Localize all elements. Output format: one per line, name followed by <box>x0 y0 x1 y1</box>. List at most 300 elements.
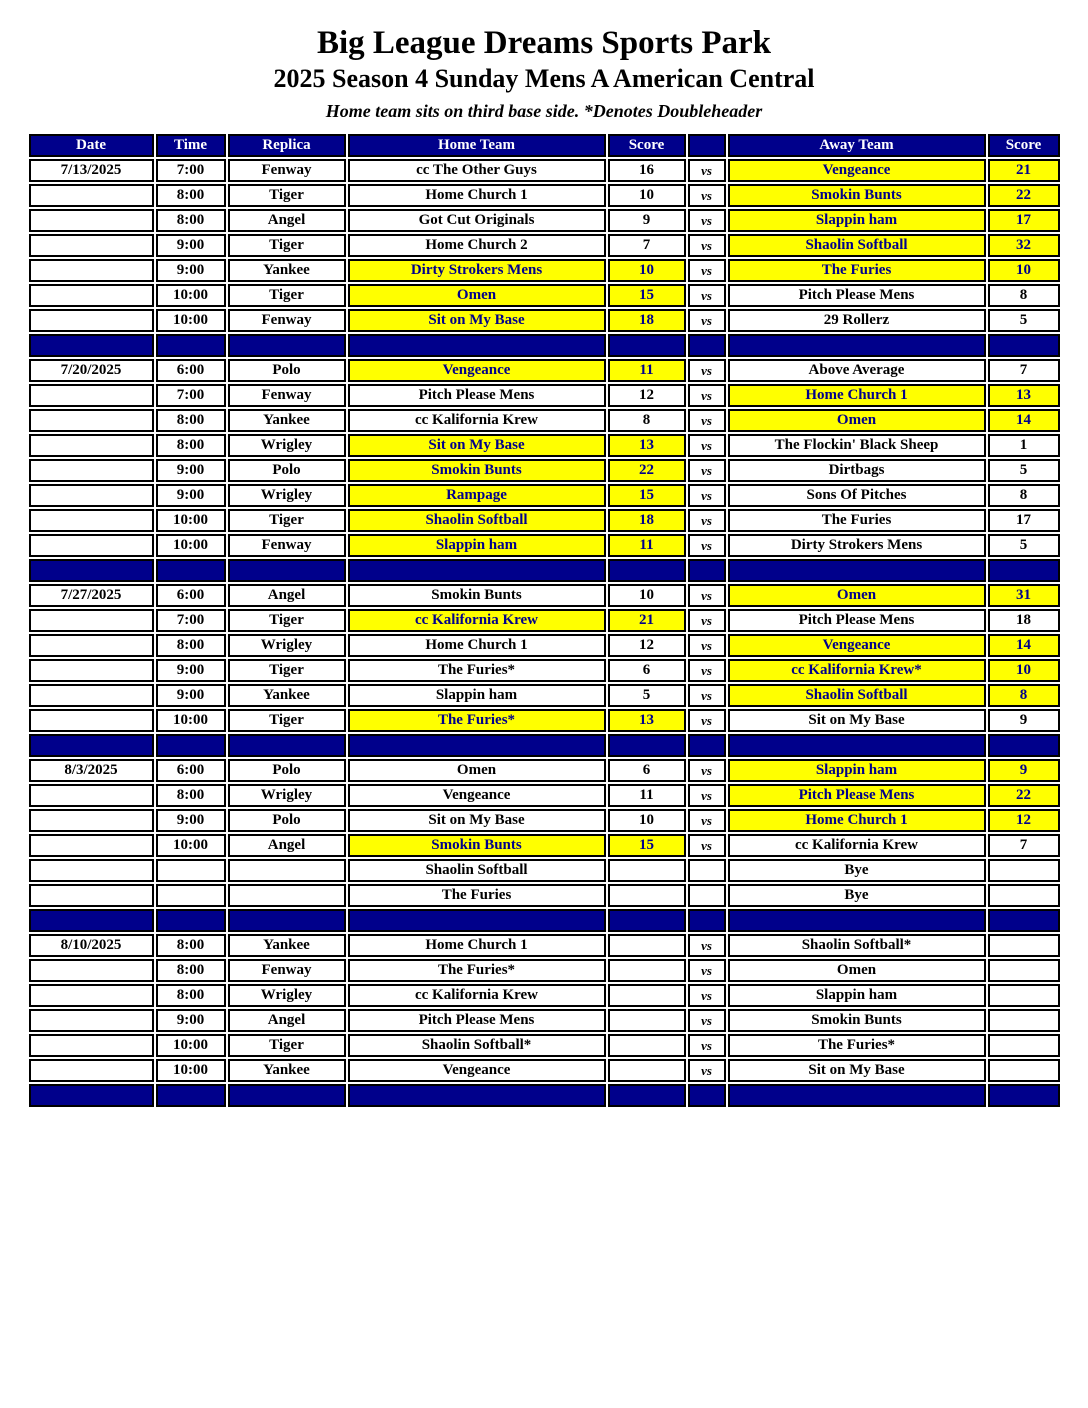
time-cell: 6:00 <box>156 584 226 607</box>
time-cell <box>156 859 226 882</box>
date-cell <box>29 784 154 807</box>
separator-row <box>29 909 1060 932</box>
date-cell <box>29 1034 154 1057</box>
date-cell <box>29 634 154 657</box>
away-team-cell: Sit on My Base <box>728 1059 986 1082</box>
separator-cell <box>728 909 986 932</box>
time-cell: 10:00 <box>156 509 226 532</box>
date-cell <box>29 284 154 307</box>
home-team-cell: Vengeance <box>348 1059 606 1082</box>
away-score-cell: 9 <box>988 709 1060 732</box>
game-row <box>29 209 1060 232</box>
home-score-cell: 11 <box>608 359 686 382</box>
vs-cell: vs <box>688 484 726 507</box>
game-row <box>29 859 1060 882</box>
home-team-cell: Smokin Bunts <box>348 584 606 607</box>
replica-cell: Yankee <box>228 934 346 957</box>
separator-cell <box>608 559 686 582</box>
game-row <box>29 384 1060 407</box>
home-score-cell: 11 <box>608 534 686 557</box>
vs-cell: vs <box>688 634 726 657</box>
home-team-cell: Slappin ham <box>348 534 606 557</box>
home-team-cell: The Furies <box>348 884 606 907</box>
vs-cell: vs <box>688 684 726 707</box>
col-header-home-team: Home Team <box>348 134 606 157</box>
away-team-cell: Shaolin Softball <box>728 234 986 257</box>
away-score-cell: 31 <box>988 584 1060 607</box>
date-cell <box>29 184 154 207</box>
away-team-cell: Slappin ham <box>728 759 986 782</box>
replica-cell <box>228 884 346 907</box>
time-cell: 6:00 <box>156 359 226 382</box>
time-cell: 10:00 <box>156 834 226 857</box>
home-score-cell: 16 <box>608 159 686 182</box>
vs-cell: vs <box>688 659 726 682</box>
time-cell: 8:00 <box>156 209 226 232</box>
away-score-cell <box>988 1059 1060 1082</box>
home-team-cell: Smokin Bunts <box>348 459 606 482</box>
vs-cell <box>688 884 726 907</box>
away-score-cell: 17 <box>988 209 1060 232</box>
away-team-cell: Vengeance <box>728 634 986 657</box>
vs-cell: vs <box>688 809 726 832</box>
page-title: Big League Dreams Sports Park <box>316 25 772 61</box>
away-score-cell <box>988 884 1060 907</box>
time-cell: 10:00 <box>156 534 226 557</box>
separator-cell <box>348 334 606 357</box>
col-header-replica: Replica <box>228 134 346 157</box>
away-score-cell: 14 <box>988 634 1060 657</box>
home-team-cell: Home Church 2 <box>348 234 606 257</box>
time-cell: 10:00 <box>156 1059 226 1082</box>
date-cell: 8/10/2025 <box>29 934 154 957</box>
replica-cell: Fenway <box>228 309 346 332</box>
away-score-cell <box>988 1009 1060 1032</box>
away-team-cell: Slappin ham <box>728 209 986 232</box>
schedule-table <box>27 132 1062 1109</box>
home-score-cell <box>608 1009 686 1032</box>
game-row <box>29 159 1060 182</box>
separator-cell <box>988 1084 1060 1107</box>
separator-cell <box>156 559 226 582</box>
away-score-cell: 7 <box>988 359 1060 382</box>
vs-cell: vs <box>688 184 726 207</box>
replica-cell: Tiger <box>228 1034 346 1057</box>
away-score-cell: 8 <box>988 284 1060 307</box>
game-row <box>29 934 1060 957</box>
time-cell: 7:00 <box>156 159 226 182</box>
date-cell <box>29 834 154 857</box>
home-score-cell <box>608 859 686 882</box>
replica-cell <box>228 859 346 882</box>
time-cell: 8:00 <box>156 184 226 207</box>
home-score-cell: 13 <box>608 434 686 457</box>
time-cell: 8:00 <box>156 409 226 432</box>
home-score-cell <box>608 934 686 957</box>
date-cell <box>29 384 154 407</box>
home-team-cell: Dirty Strokers Mens <box>348 259 606 282</box>
replica-cell: Tiger <box>228 284 346 307</box>
home-score-cell <box>608 1059 686 1082</box>
away-team-cell: Shaolin Softball <box>728 684 986 707</box>
replica-cell: Tiger <box>228 709 346 732</box>
away-score-cell: 32 <box>988 234 1060 257</box>
separator-row <box>29 334 1060 357</box>
date-cell <box>29 309 154 332</box>
replica-cell: Polo <box>228 759 346 782</box>
separator-cell <box>348 734 606 757</box>
vs-cell: vs <box>688 459 726 482</box>
schedule-note: Home team sits on third base side. *Denotes Doubleheader <box>325 101 763 121</box>
date-cell: 7/20/2025 <box>29 359 154 382</box>
game-row <box>29 409 1060 432</box>
separator-cell <box>688 334 726 357</box>
home-score-cell: 12 <box>608 634 686 657</box>
home-score-cell: 10 <box>608 184 686 207</box>
away-team-cell: Sons Of Pitches <box>728 484 986 507</box>
vs-cell: vs <box>688 934 726 957</box>
date-cell <box>29 959 154 982</box>
separator-cell <box>348 559 606 582</box>
home-score-cell: 15 <box>608 284 686 307</box>
date-cell <box>29 509 154 532</box>
home-score-cell: 18 <box>608 309 686 332</box>
col-header-time: Time <box>156 134 226 157</box>
vs-cell: vs <box>688 959 726 982</box>
separator-cell <box>29 734 154 757</box>
separator-cell <box>228 909 346 932</box>
time-cell: 9:00 <box>156 459 226 482</box>
away-score-cell: 8 <box>988 484 1060 507</box>
home-score-cell: 6 <box>608 759 686 782</box>
replica-cell: Polo <box>228 359 346 382</box>
away-team-cell: Home Church 1 <box>728 809 986 832</box>
vs-cell: vs <box>688 509 726 532</box>
game-row <box>29 1059 1060 1082</box>
home-team-cell: Home Church 1 <box>348 934 606 957</box>
date-cell <box>29 409 154 432</box>
separator-row <box>29 734 1060 757</box>
time-cell: 9:00 <box>156 684 226 707</box>
time-cell: 10:00 <box>156 309 226 332</box>
away-team-cell: Bye <box>728 859 986 882</box>
replica-cell: Fenway <box>228 959 346 982</box>
vs-cell: vs <box>688 234 726 257</box>
time-cell <box>156 884 226 907</box>
separator-cell <box>156 909 226 932</box>
away-team-cell: The Flockin' Black Sheep <box>728 434 986 457</box>
home-score-cell: 15 <box>608 834 686 857</box>
replica-cell: Wrigley <box>228 484 346 507</box>
away-team-cell: Shaolin Softball* <box>728 934 986 957</box>
home-team-cell: Home Church 1 <box>348 184 606 207</box>
separator-row <box>29 1084 1060 1107</box>
home-team-cell: Vengeance <box>348 784 606 807</box>
home-team-cell: cc Kalifornia Krew <box>348 984 606 1007</box>
vs-cell: vs <box>688 1034 726 1057</box>
separator-cell <box>608 334 686 357</box>
home-team-cell: cc Kalifornia Krew <box>348 609 606 632</box>
game-row <box>29 434 1060 457</box>
away-score-cell: 14 <box>988 409 1060 432</box>
separator-cell <box>348 1084 606 1107</box>
home-team-cell: Smokin Bunts <box>348 834 606 857</box>
replica-cell: Wrigley <box>228 784 346 807</box>
game-row <box>29 459 1060 482</box>
time-cell: 8:00 <box>156 959 226 982</box>
away-team-cell: Dirtbags <box>728 459 986 482</box>
time-cell: 8:00 <box>156 984 226 1007</box>
away-score-cell: 5 <box>988 309 1060 332</box>
vs-cell: vs <box>688 534 726 557</box>
game-row <box>29 309 1060 332</box>
vs-cell: vs <box>688 584 726 607</box>
separator-cell <box>728 734 986 757</box>
away-score-cell <box>988 934 1060 957</box>
home-score-cell: 21 <box>608 609 686 632</box>
away-score-cell: 21 <box>988 159 1060 182</box>
game-row <box>29 184 1060 207</box>
date-cell <box>29 434 154 457</box>
away-team-cell: Dirty Strokers Mens <box>728 534 986 557</box>
away-score-cell: 10 <box>988 659 1060 682</box>
separator-cell <box>156 1084 226 1107</box>
separator-cell <box>228 334 346 357</box>
home-score-cell: 11 <box>608 784 686 807</box>
game-row <box>29 634 1060 657</box>
home-team-cell: Pitch Please Mens <box>348 1009 606 1032</box>
away-score-cell: 12 <box>988 809 1060 832</box>
away-score-cell <box>988 984 1060 1007</box>
home-team-cell: The Furies* <box>348 959 606 982</box>
away-team-cell: The Furies* <box>728 1034 986 1057</box>
away-team-cell: Bye <box>728 884 986 907</box>
away-team-cell: Pitch Please Mens <box>728 784 986 807</box>
home-team-cell: Got Cut Originals <box>348 209 606 232</box>
col-header-away-team: Away Team <box>728 134 986 157</box>
replica-cell: Yankee <box>228 1059 346 1082</box>
home-score-cell: 12 <box>608 384 686 407</box>
game-row <box>29 284 1060 307</box>
home-score-cell: 10 <box>608 259 686 282</box>
home-score-cell: 10 <box>608 584 686 607</box>
separator-cell <box>688 734 726 757</box>
home-team-cell: Rampage <box>348 484 606 507</box>
home-team-cell: The Furies* <box>348 659 606 682</box>
separator-cell <box>728 1084 986 1107</box>
game-row <box>29 234 1060 257</box>
separator-cell <box>988 559 1060 582</box>
vs-cell: vs <box>688 709 726 732</box>
replica-cell: Polo <box>228 459 346 482</box>
replica-cell: Angel <box>228 834 346 857</box>
vs-cell: vs <box>688 1009 726 1032</box>
replica-cell: Angel <box>228 209 346 232</box>
time-cell: 9:00 <box>156 659 226 682</box>
date-cell <box>29 1059 154 1082</box>
game-row <box>29 584 1060 607</box>
away-team-cell: Slappin ham <box>728 984 986 1007</box>
date-cell: 7/13/2025 <box>29 159 154 182</box>
home-score-cell: 13 <box>608 709 686 732</box>
date-cell <box>29 1009 154 1032</box>
vs-cell: vs <box>688 159 726 182</box>
separator-cell <box>688 559 726 582</box>
separator-cell <box>29 334 154 357</box>
separator-cell <box>29 1084 154 1107</box>
home-team-cell: Slappin ham <box>348 684 606 707</box>
home-team-cell: Pitch Please Mens <box>348 384 606 407</box>
col-header-date: Date <box>29 134 154 157</box>
away-score-cell: 13 <box>988 384 1060 407</box>
game-row <box>29 1034 1060 1057</box>
home-score-cell: 22 <box>608 459 686 482</box>
home-team-cell: Home Church 1 <box>348 634 606 657</box>
date-cell <box>29 209 154 232</box>
home-team-cell: Sit on My Base <box>348 434 606 457</box>
date-cell <box>29 609 154 632</box>
home-team-cell: Omen <box>348 284 606 307</box>
separator-row <box>29 559 1060 582</box>
game-row <box>29 959 1060 982</box>
home-team-cell: Sit on My Base <box>348 809 606 832</box>
time-cell: 9:00 <box>156 484 226 507</box>
time-cell: 9:00 <box>156 1009 226 1032</box>
vs-cell: vs <box>688 984 726 1007</box>
game-row <box>29 484 1060 507</box>
date-cell <box>29 484 154 507</box>
replica-cell: Wrigley <box>228 434 346 457</box>
replica-cell: Tiger <box>228 509 346 532</box>
home-score-cell <box>608 1034 686 1057</box>
home-score-cell: 7 <box>608 234 686 257</box>
replica-cell: Fenway <box>228 384 346 407</box>
vs-cell: vs <box>688 259 726 282</box>
replica-cell: Yankee <box>228 684 346 707</box>
replica-cell: Fenway <box>228 159 346 182</box>
game-row <box>29 809 1060 832</box>
date-cell <box>29 459 154 482</box>
date-cell: 7/27/2025 <box>29 584 154 607</box>
date-cell <box>29 984 154 1007</box>
col-header-away-score: Score <box>988 134 1060 157</box>
home-score-cell: 6 <box>608 659 686 682</box>
date-cell <box>29 709 154 732</box>
game-row <box>29 984 1060 1007</box>
game-row <box>29 359 1060 382</box>
date-cell <box>29 659 154 682</box>
home-score-cell: 10 <box>608 809 686 832</box>
separator-cell <box>728 334 986 357</box>
separator-cell <box>608 909 686 932</box>
away-score-cell: 17 <box>988 509 1060 532</box>
replica-cell: Yankee <box>228 409 346 432</box>
away-score-cell: 1 <box>988 434 1060 457</box>
date-cell <box>29 534 154 557</box>
home-score-cell: 15 <box>608 484 686 507</box>
away-team-cell: Home Church 1 <box>728 384 986 407</box>
replica-cell: Tiger <box>228 234 346 257</box>
vs-cell: vs <box>688 209 726 232</box>
home-team-cell: cc Kalifornia Krew <box>348 409 606 432</box>
away-score-cell: 10 <box>988 259 1060 282</box>
home-team-cell: Vengeance <box>348 359 606 382</box>
separator-cell <box>29 559 154 582</box>
separator-cell <box>728 559 986 582</box>
date-cell <box>29 259 154 282</box>
replica-cell: Fenway <box>228 534 346 557</box>
separator-cell <box>156 734 226 757</box>
date-cell <box>29 684 154 707</box>
vs-cell: vs <box>688 1059 726 1082</box>
header-row <box>29 134 1060 157</box>
replica-cell: Tiger <box>228 609 346 632</box>
time-cell: 8:00 <box>156 934 226 957</box>
replica-cell: Wrigley <box>228 984 346 1007</box>
vs-cell <box>688 859 726 882</box>
game-row <box>29 534 1060 557</box>
time-cell: 7:00 <box>156 384 226 407</box>
away-team-cell: Above Average <box>728 359 986 382</box>
separator-cell <box>228 734 346 757</box>
home-team-cell: The Furies* <box>348 709 606 732</box>
game-row <box>29 759 1060 782</box>
date-cell <box>29 859 154 882</box>
vs-cell: vs <box>688 409 726 432</box>
away-team-cell: Omen <box>728 584 986 607</box>
home-score-cell: 9 <box>608 209 686 232</box>
away-team-cell: Omen <box>728 959 986 982</box>
home-team-cell: Shaolin Softball* <box>348 1034 606 1057</box>
time-cell: 8:00 <box>156 784 226 807</box>
game-row <box>29 884 1060 907</box>
away-team-cell: Vengeance <box>728 159 986 182</box>
time-cell: 10:00 <box>156 284 226 307</box>
separator-cell <box>688 1084 726 1107</box>
game-row <box>29 659 1060 682</box>
away-score-cell: 22 <box>988 784 1060 807</box>
page-subtitle: 2025 Season 4 Sunday Mens A American Central <box>273 64 815 93</box>
away-score-cell: 8 <box>988 684 1060 707</box>
col-header-vs-spacer <box>688 134 726 157</box>
away-team-cell: Pitch Please Mens <box>728 284 986 307</box>
home-team-cell: Sit on My Base <box>348 309 606 332</box>
home-score-cell <box>608 884 686 907</box>
away-team-cell: The Furies <box>728 509 986 532</box>
replica-cell: Angel <box>228 1009 346 1032</box>
separator-cell <box>608 734 686 757</box>
separator-cell <box>608 1084 686 1107</box>
separator-cell <box>228 559 346 582</box>
replica-cell: Angel <box>228 584 346 607</box>
away-score-cell: 9 <box>988 759 1060 782</box>
separator-cell <box>29 909 154 932</box>
col-header-home-score: Score <box>608 134 686 157</box>
separator-cell <box>348 909 606 932</box>
game-row <box>29 1009 1060 1032</box>
page-header <box>0 0 1088 122</box>
replica-cell: Wrigley <box>228 634 346 657</box>
vs-cell: vs <box>688 359 726 382</box>
away-team-cell: Smokin Bunts <box>728 184 986 207</box>
home-score-cell: 18 <box>608 509 686 532</box>
game-row <box>29 684 1060 707</box>
replica-cell: Yankee <box>228 259 346 282</box>
time-cell: 7:00 <box>156 609 226 632</box>
home-team-cell: Omen <box>348 759 606 782</box>
vs-cell: vs <box>688 609 726 632</box>
game-row <box>29 709 1060 732</box>
